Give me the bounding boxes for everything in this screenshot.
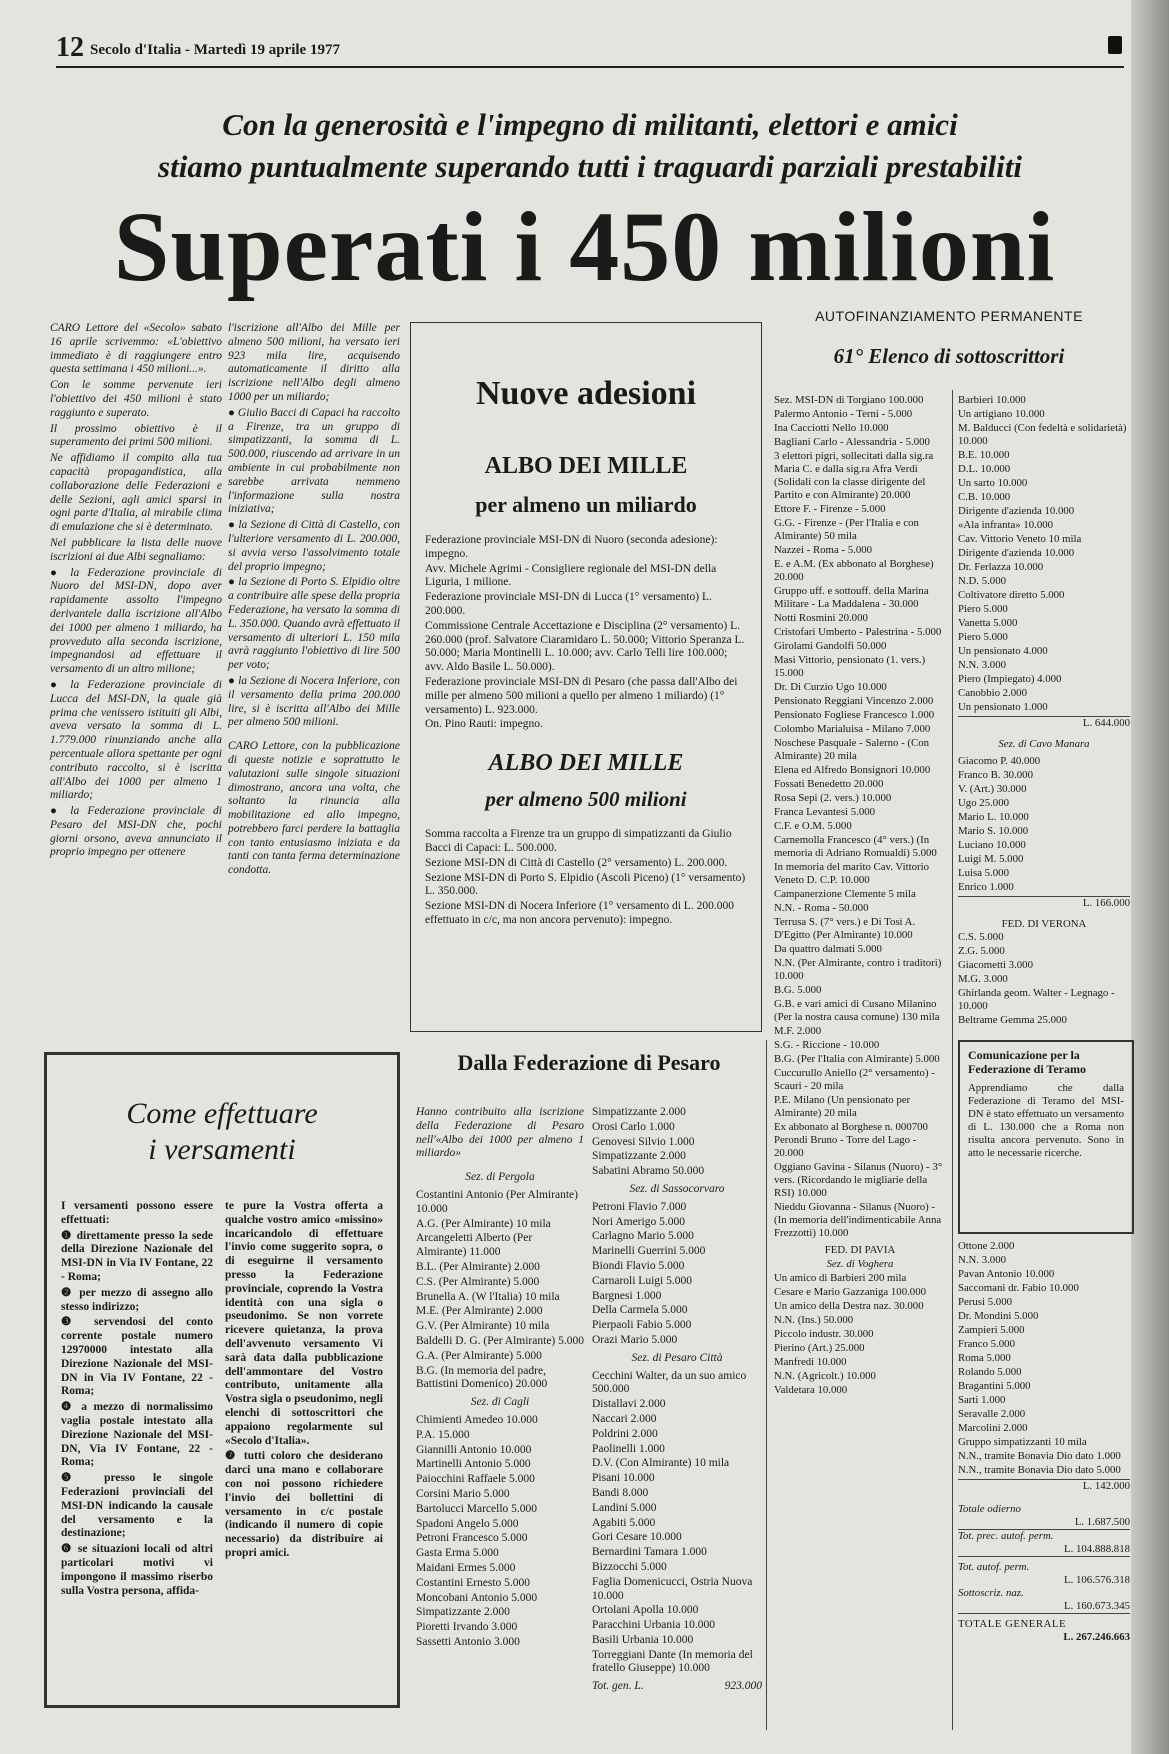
letter-paragraph: ● la Sezione di Città di Castello, con l'ulteriore versamento di L. 200.000, si avvia verso l'assolvimento totale del proprio impegno; bbox=[228, 519, 400, 573]
list-item: Cuccurullo Aniello (2° versamento) - Scauri - 20 mila bbox=[774, 1067, 935, 1092]
list-item: Ettore F. - Firenze - 5.000 bbox=[774, 503, 886, 515]
albo2-subtitle: per almeno 500 milioni bbox=[485, 787, 687, 812]
list-item: Pioretti Irvando 3.000 bbox=[416, 1621, 518, 1634]
list-item: Notti Rosmini 20.000 bbox=[774, 612, 868, 624]
list-item: V. (Art.) 30.000 bbox=[958, 783, 1027, 795]
elenco-column-2 bbox=[958, 394, 1130, 1028]
list-item: Orosi Carlo 1.000 bbox=[592, 1120, 675, 1133]
list-item: G.G. - Firenze - (Per l'Italia e con Almirante) 50 mila bbox=[774, 517, 919, 542]
pesaro-citta-list bbox=[592, 1370, 762, 1677]
list-item: Seravalle 2.000 bbox=[958, 1408, 1026, 1420]
list-item: Da quattro dalmati 5.000 bbox=[774, 943, 882, 955]
grand-totals bbox=[958, 1503, 1130, 1644]
elenco-list-2b bbox=[958, 1240, 1130, 1477]
list-item: On. Pino Rauti: impegno. bbox=[425, 718, 543, 731]
list-item: S.G. - Riccione - 10.000 bbox=[774, 1039, 880, 1051]
list-item: Simpatizzante 2.000 bbox=[592, 1106, 686, 1118]
list-item: Piero (Impiegato) 4.000 bbox=[958, 673, 1062, 685]
list-item: Piccolo industr. 30.000 bbox=[774, 1328, 874, 1340]
list-item: Corsini Mario 5.000 bbox=[416, 1487, 510, 1500]
kicker bbox=[70, 104, 1110, 188]
letter-paragraph: l'iscrizione all'Albo dei Mille per almeno 500 milioni, ha versato ieri 923 mila lire, acquisendo automaticamente il diritto alla iscrizione nell'Albo degli almeno 1000 per un miliardo; bbox=[228, 322, 400, 403]
list-item: Gruppo uff. e sottouff. della Marina Militare - La Maddalena - 30.000 bbox=[774, 585, 929, 610]
list-item: G.V. (Per Almirante) 10 mila bbox=[416, 1320, 550, 1333]
albo2-list bbox=[425, 828, 747, 928]
list-item: Giannilli Antonio 10.000 bbox=[416, 1443, 532, 1456]
versamenti-item: ❻ se situazioni locali od altri particolari motivi vi impongono il massimo riserbo sulla Vostra persona, affida- bbox=[61, 1543, 213, 1597]
list-item: Pierpaoli Fabio 5.000 bbox=[592, 1319, 692, 1332]
list-item: Della Carmela 5.000 bbox=[592, 1304, 688, 1317]
list-item: Campanerzione Clemente 5 mila bbox=[774, 888, 916, 900]
list-item: Pavan Antonio 10.000 bbox=[958, 1268, 1055, 1280]
list-item: Beltrame Gemma 25.000 bbox=[958, 1014, 1067, 1026]
albo1-subtitle: per almeno un miliardo bbox=[475, 492, 697, 517]
versamenti-item: te pure la Vostra offerta a qualche vostro amico «missino» incaricandolo di effettuare l'invio come suggerito sopra, o di eseguirne il versamento presso la Federazione provinciale, coprendo la Vostra identità con una sigla o pseudonimo. Se non vorrete ricevere quietanza, la prova dell'avvenuto versamento Vi sarà data dalla pubblicazione dell'ammontare del Vostro contributo, unitamente alla Vostra sigla o pseudonimo, negli elenchi di sottoscrittori che appaiono regolarmente sul «Secolo d'Italia». bbox=[225, 1200, 383, 1447]
verona-list bbox=[958, 931, 1130, 1027]
total-value: L. 104.888.818 bbox=[958, 1543, 1130, 1557]
list-item: Coltivatore diretto 5.000 bbox=[958, 589, 1065, 601]
list-item: Enrico 1.000 bbox=[958, 881, 1014, 893]
corner-mark bbox=[1108, 36, 1122, 54]
voghera-title: Sez. di Voghera bbox=[826, 1258, 894, 1270]
albo1-list bbox=[425, 534, 747, 732]
teramo-body: Apprendiamo che dalla Federazione di Teramo del MSI-DN è stato effettuato un versamento di L. 130.000 che a Roma non risulta ancora pervenuto. Sono in atto le necessarie ricerche. bbox=[968, 1082, 1125, 1159]
list-item: C.S. (Per Almirante) 5.000 bbox=[416, 1275, 540, 1288]
elenco-list-1 bbox=[774, 394, 946, 1240]
list-item: A.G. (Per Almirante) 10 mila bbox=[416, 1217, 551, 1230]
pesaro-column-1 bbox=[416, 1106, 584, 1651]
list-item: Dr. Mondini 5.000 bbox=[958, 1310, 1039, 1322]
list-item: Bernardini Tamara 1.000 bbox=[592, 1546, 707, 1559]
versamenti-item: ❺ presso le singole Federazioni provinciali del MSI-DN indicando la causale del versamento e la destinazione; bbox=[61, 1472, 213, 1540]
list-item: Paiocchini Raffaele 5.000 bbox=[416, 1473, 535, 1486]
list-item: Agabiti 5.000 bbox=[592, 1516, 656, 1529]
list-item: N.N., tramite Bonavia Dio dato 1.000 bbox=[958, 1450, 1121, 1462]
list-item: Mario L. 10.000 bbox=[958, 811, 1029, 823]
list-item: Poldrini 2.000 bbox=[592, 1427, 658, 1440]
total-value: L. 106.576.318 bbox=[1064, 1574, 1130, 1586]
list-item: P.A. 15.000 bbox=[416, 1428, 470, 1441]
list-item: Un pensionato 4.000 bbox=[958, 645, 1048, 657]
list-item: Carnemolla Francesco (4° vers.) (In memoria di Adriano Romualdi) 5.000 bbox=[774, 834, 937, 859]
list-item: 3 elettori pigri, sollecitati dalla sig.ra Maria C. e dalla sig.ra Afra Verdi (Solidali con la classe dirigente del Partito e con Almirante) 20.000 bbox=[774, 450, 934, 501]
kicker-line-1: Con la generosità e l'impegno di militanti, elettori e amici bbox=[222, 107, 958, 142]
list-item: Un artigiano 10.000 bbox=[958, 408, 1045, 420]
subtotal: L. 644.000 bbox=[958, 716, 1130, 730]
letter-paragraph: ● la Sezione di Nocera Inferiore, con il versamento della prima 200.000 lire, si è iscritta all'Albo dei Mille per almeno 500 milioni. bbox=[228, 674, 400, 729]
pavia-title: FED. DI PAVIA bbox=[824, 1244, 896, 1256]
list-item: Carnaroli Luigi 5.000 bbox=[592, 1274, 692, 1287]
list-item: N.N. (Agricolt.) 10.000 bbox=[774, 1370, 876, 1382]
kicker-line-2: stiamo puntualmente superando tutti i traguardi parziali prestabiliti bbox=[158, 149, 1022, 184]
list-item: M.G. 3.000 bbox=[958, 973, 1008, 985]
pesaro-citta-title: Sez. di Pesaro Città bbox=[631, 1351, 723, 1364]
list-item: Distallavi 2.000 bbox=[592, 1398, 666, 1411]
list-item: Paolinelli 1.000 bbox=[592, 1442, 665, 1455]
list-item: Mario S. 10.000 bbox=[958, 825, 1029, 837]
list-item: N.N., tramite Bonavia Dio dato 5.000 bbox=[958, 1464, 1121, 1476]
versamenti-item: ❼ tutti coloro che desiderano darci una mano e collaborare con noi possono richiedere l'invio dei bollettini di versamento in c/c postale (indicando il numero di copie necessario) da distribuire ai propri amici. bbox=[225, 1450, 383, 1559]
list-item: Gruppo simpatizzanti 10 mila bbox=[958, 1436, 1087, 1448]
letter-paragraph: Con le somme pervenute ieri l'obiettivo dei 450 milioni è stato raggiunto e superato. bbox=[50, 379, 222, 419]
list-item: Gori Cesare 10.000 bbox=[592, 1531, 682, 1544]
list-item: G.B. e vari amici di Cusano Milanino (Per la nostra causa comune) 130 mila bbox=[774, 998, 940, 1023]
list-item: Ottone 2.000 bbox=[958, 1240, 1015, 1252]
list-item: Piero 5.000 bbox=[958, 631, 1008, 643]
list-item: Perusi 5.000 bbox=[958, 1296, 1012, 1308]
list-item: Un amico della Destra naz. 30.000 bbox=[774, 1300, 924, 1312]
cagli-list bbox=[416, 1414, 584, 1650]
list-item: Naccari 2.000 bbox=[592, 1412, 657, 1425]
list-item: Franca Levantesi 5.000 bbox=[774, 806, 876, 818]
list-item: Simpatizzante 2.000 bbox=[592, 1150, 686, 1163]
list-item: Dirigente d'azienda 10.000 bbox=[958, 505, 1075, 517]
list-item: M.F. 2.000 bbox=[774, 1025, 822, 1037]
list-item: Girolami Gandolfi 50.000 bbox=[774, 640, 887, 652]
list-item: Sassetti Antonio 3.000 bbox=[416, 1635, 520, 1648]
teramo-title: Comunicazione per la Federazione di Teramo bbox=[968, 1048, 1086, 1076]
list-item: Chimienti Amedeo 10.000 bbox=[416, 1413, 538, 1426]
letter-paragraph: ● la Federazione provinciale di Pesaro del MSI-DN che, pochi giorni orsono, aveva annunciato il proprio impegno per ottenere bbox=[50, 805, 222, 859]
total-value: L. 160.673.345 bbox=[958, 1600, 1130, 1614]
list-item: B.G. 5.000 bbox=[774, 984, 822, 996]
letter-paragraph: CARO Lettore, con la pubblicazione di queste notizie e soprattutto le valutazioni sulle singole situazioni dimostrano, ancora una volta, che soltanto la rinuncia alla mobilitazione ed allo impegno, potrebbero farci perdere la battaglia con tanto entusiasmo iniziata e da tanti con tanta ferma determinazione condotta. bbox=[228, 740, 400, 877]
list-item: Bragantini 5.000 bbox=[958, 1380, 1031, 1392]
list-item: C.S. 5.000 bbox=[958, 931, 1004, 943]
sassocorvaro-list bbox=[592, 1201, 762, 1348]
list-item: Zampieri 5.000 bbox=[958, 1324, 1025, 1336]
list-item: N.N. 3.000 bbox=[958, 659, 1006, 671]
list-item: Ex abbonato al Borghese n. 000700 Perondi Bruno - Torre del Lago - 20.000 bbox=[774, 1121, 928, 1159]
list-item: Barbieri 10.000 bbox=[958, 394, 1026, 406]
column-rule bbox=[766, 1040, 767, 1730]
list-item: Un pensionato 1.000 bbox=[958, 701, 1048, 713]
list-item: C.F. e O.M. 5.000 bbox=[774, 820, 852, 832]
list-item: Manfredi 10.000 bbox=[774, 1356, 847, 1368]
versamenti-right-column bbox=[225, 1200, 383, 1563]
list-item: Cristofari Umberto - Palestrina - 5.000 bbox=[774, 626, 942, 638]
list-item: B.G. (In memoria del padre, Battistini Domenico) 20.000 bbox=[416, 1364, 548, 1391]
list-item: Paracchini Urbania 10.000 bbox=[592, 1619, 715, 1632]
list-item: D.V. (Con Almirante) 10 mila bbox=[592, 1457, 730, 1470]
cagli-title: Sez. di Cagli bbox=[470, 1396, 530, 1409]
versamenti-item: I versamenti possono essere effettuati: bbox=[61, 1200, 213, 1226]
page-number: 12 bbox=[56, 32, 84, 63]
list-item: Dr. Di Curzio Ugo 10.000 bbox=[774, 681, 887, 693]
list-item: Cav. Vittorio Veneto 10 mila bbox=[958, 533, 1082, 545]
list-item: Somma raccolta a Firenze tra un gruppo di simpatizzanti da Giulio Bacci di Capaci: L. 500.000. bbox=[425, 828, 732, 854]
verona-title: FED. DI VERONA bbox=[1001, 918, 1087, 930]
page-header bbox=[56, 28, 1124, 68]
list-item: Luigi M. 5.000 bbox=[958, 853, 1024, 865]
list-item: Pensionato Fogliese Francesco 1.000 bbox=[774, 709, 935, 721]
list-item: Luisa 5.000 bbox=[958, 867, 1009, 879]
list-item: Dr. Ferlazza 10.000 bbox=[958, 561, 1044, 573]
list-item: Colombo Marialuisa - Milano 7.000 bbox=[774, 723, 931, 735]
versamenti-box bbox=[44, 1052, 400, 1708]
list-item: Pensionato Reggiani Vincenzo 2.000 bbox=[774, 695, 934, 707]
list-item: Z.G. 5.000 bbox=[958, 945, 1005, 957]
list-item: Genovesi Silvio 1.000 bbox=[592, 1135, 695, 1148]
list-item: Luciano 10.000 bbox=[958, 839, 1026, 851]
list-item: M.E. (Per Almirante) 2.000 bbox=[416, 1305, 543, 1318]
list-item: Oggiano Gavina - Silanus (Nuoro) - 3° vers. (Ricordando le migliarie della RSI) 10.000 bbox=[774, 1161, 943, 1199]
list-item: Sarti 1.000 bbox=[958, 1394, 1006, 1406]
pesaro-title: Dalla Federazione di Pesaro bbox=[457, 1050, 721, 1075]
list-item: Martinelli Antonio 5.000 bbox=[416, 1458, 531, 1471]
list-item: Brunella A. (W l'Italia) 10 mila bbox=[416, 1290, 560, 1303]
list-item: C.B. 10.000 bbox=[958, 491, 1011, 503]
list-item: Faglia Domenicucci, Ostria Nuova 10.000 bbox=[592, 1575, 753, 1602]
list-item: P.E. Milano (Un pensionato per Almirante) 20 mila bbox=[774, 1094, 911, 1119]
list-item: Ina Cacciotti Nello 10.000 bbox=[774, 422, 889, 434]
list-item: Moncobani Antonio 5.000 bbox=[416, 1591, 538, 1604]
headline: Superati i 450 milioni bbox=[113, 191, 1056, 302]
list-item: Franco 5.000 bbox=[958, 1338, 1015, 1350]
list-item: Sezione MSI-DN di Nocera Inferiore (1° versamento di L. 200.000 effettuato in c/c, ma non ancora pervenuto): impegno. bbox=[425, 900, 734, 926]
versamenti-item: ❸ servendosi del conto corrente postale numero 12970000 intestato alla Direzione Nazionale del MSI-DN in Via IV Fontane, 22 - Roma; bbox=[61, 1316, 213, 1398]
list-item: Masi Vittorio, pensionato (1. vers.) 15.000 bbox=[774, 654, 926, 679]
list-item: N.D. 5.000 bbox=[958, 575, 1006, 587]
list-item: Torreggiani Dante (In memoria del fratello Giuseppe) 10.000 bbox=[592, 1648, 753, 1675]
list-item: Basili Urbania 10.000 bbox=[592, 1633, 694, 1646]
pesaro-intro: Hanno contribuito alla iscrizione della Federazione di Pesaro nell'«Albo dei 1000 per almeno 1 miliardo» bbox=[416, 1106, 584, 1160]
cavo-manara-title: Sez. di Cavo Manara bbox=[998, 738, 1090, 750]
list-item: Sezione MSI-DN di Porto S. Elpidio (Ascoli Piceno) (1° versamento) L. 350.000. bbox=[425, 871, 746, 898]
list-item: Un amico di Barbieri 200 mila bbox=[774, 1272, 907, 1284]
column-rule bbox=[952, 390, 953, 1730]
dateline: Secolo d'Italia - Martedì 19 aprile 1977 bbox=[90, 42, 340, 58]
list-item: Franco B. 30.000 bbox=[958, 769, 1033, 781]
list-item: G.A. (Per Almirante) 5.000 bbox=[416, 1349, 542, 1362]
list-item: Ghirlanda geom. Walter - Legnago - 10.000 bbox=[958, 987, 1115, 1012]
list-item: Rolando 5.000 bbox=[958, 1366, 1022, 1378]
list-item: Nazzei - Roma - 5.000 bbox=[774, 544, 873, 556]
versamenti-item: ❹ a mezzo di normalissimo vaglia postale intestato alla Direzione Nazionale del MSI-DN, Via IV Fontane, 22 - Roma; bbox=[61, 1401, 213, 1469]
list-item: Nieddu Giovanna - Silanus (Nuoro) - (In memoria dell'indimenticabile Anna Frezzotti) 10.000 bbox=[774, 1201, 942, 1239]
list-item: Arcangeletti Alberto (Per Almirante) 11.000 bbox=[416, 1232, 533, 1259]
list-item: B.G. (Per l'Italia con Almirante) 5.000 bbox=[774, 1053, 940, 1065]
letter-paragraph: ● Giulio Bacci di Capaci ha raccolto a Firenze, tra un gruppo di simpatizzanti, la somma di L. 500.000, riuscendo ad arrivare in un ambiente in cui probabilmente non sarebbe arrivata nemmeno l'informazione sulla nostra iniziativa; bbox=[228, 406, 400, 516]
list-item: Noschese Pasquale - Salerno - (Con Almirante) 20 mila bbox=[774, 737, 930, 762]
list-item: Bizzocchi 5.000 bbox=[592, 1560, 667, 1573]
cavo-manara-list bbox=[958, 755, 1130, 894]
adesioni-title: Nuove adesioni bbox=[475, 375, 697, 412]
total-label: Tot. prec. autof. perm. bbox=[958, 1530, 1054, 1542]
list-item: Bartolucci Marcello 5.000 bbox=[416, 1502, 538, 1515]
list-item: «Ala infranta» 10.000 bbox=[958, 519, 1054, 531]
total-label: Tot. autof. perm. bbox=[958, 1561, 1030, 1573]
list-item: Giacometti 3.000 bbox=[958, 959, 1033, 971]
versamenti-item: ❷ per mezzo di assegno allo stesso indirizzo; bbox=[61, 1286, 213, 1313]
teramo-box bbox=[958, 1040, 1134, 1234]
elenco-title: 61° Elenco di sottoscrittori bbox=[833, 344, 1065, 368]
list-item: Terrusa S. (7° vers.) e Di Tosi A. D'Egitto (Per Almirante) 10.000 bbox=[774, 916, 916, 941]
list-item: B.E. 10.000 bbox=[958, 449, 1010, 461]
list-item: N.N. (Per Almirante, contro i traditori) 10.000 bbox=[774, 957, 942, 982]
letter-paragraph: Il prossimo obiettivo è il superamento dei primi 500 milioni. bbox=[50, 422, 222, 449]
list-item: Nori Amerigo 5.000 bbox=[592, 1215, 685, 1228]
pavia-list bbox=[774, 1272, 946, 1397]
list-item: Cecchini Walter, da un suo amico 500.000 bbox=[592, 1369, 747, 1396]
list-item: In memoria del marito Cav. Vittorio Veneto D. C.P. 10.000 bbox=[774, 861, 929, 886]
list-item: Costantini Antonio (Per Almirante) 10.000 bbox=[416, 1188, 578, 1215]
list-item: Roma 5.000 bbox=[958, 1352, 1011, 1364]
letter-paragraph: Ne affidiamo il compito alla tua capacità propagandistica, alla collaborazione delle Federazioni e delle Sezioni, agli amici sparsi in ogni parte d'Italia, al mirabile clima di emulazione che si è determinato. bbox=[50, 452, 222, 534]
list-item: Fossati Benedetto 20.000 bbox=[774, 778, 884, 790]
nuove-adesioni-box bbox=[410, 322, 762, 1032]
list-item: Carlagno Mario 5.000 bbox=[592, 1230, 694, 1243]
total-label: Sottoscriz. naz. bbox=[958, 1587, 1024, 1599]
list-item: Ortolani Apolla 10.000 bbox=[592, 1604, 699, 1617]
pergola-title: Sez. di Pergola bbox=[465, 1171, 535, 1184]
list-item: Palermo Antonio - Terni - 5.000 bbox=[774, 408, 913, 420]
letter-paragraph: ● la Sezione di Porto S. Elpidio oltre a contribuire alle spese della propria Federazione, ha versato la somma di L. 350.000. Quando avrà effettuato il versamento di ulteriori L. 150 mila avrà raggiunto l'obiettivo di lire 500 per voto; bbox=[228, 576, 400, 672]
pesaro-section bbox=[416, 1050, 762, 1076]
list-item: E. e A.M. (Ex abbonato al Borghese) 20.000 bbox=[774, 558, 934, 583]
list-item: Giacomo P. 40.000 bbox=[958, 755, 1041, 767]
list-item: Sez. MSI-DN di Torgiano 100.000 bbox=[774, 394, 924, 406]
versamenti-item: ❶ direttamente presso la sede della Direzione Nazionale del MSI-DN in Via IV Fontane, 22 - Roma; bbox=[61, 1229, 213, 1283]
letter-paragraph: Nel pubblicare la lista delle nuove iscrizioni ai due Albi segnaliamo: bbox=[50, 536, 222, 563]
pergola-list bbox=[416, 1189, 584, 1392]
list-item: M. Balducci (Con fedeltà e solidarietà) 10.000 bbox=[958, 422, 1127, 447]
list-item: Vanetta 5.000 bbox=[958, 617, 1018, 629]
list-item: Spadoni Angelo 5.000 bbox=[416, 1517, 519, 1530]
pesaro-total-label: Tot. gen. L. bbox=[592, 1680, 644, 1693]
list-item: Piero 5.000 bbox=[958, 603, 1008, 615]
list-item: Un sarto 10.000 bbox=[958, 477, 1028, 489]
subtotal: L. 142.000 bbox=[958, 1479, 1130, 1493]
grand-total-label: TOTALE GENERALE bbox=[958, 1618, 1067, 1630]
list-item: Biondi Flavio 5.000 bbox=[592, 1259, 685, 1272]
letter-column-1 bbox=[50, 322, 222, 862]
list-item: Ugo 25.000 bbox=[958, 797, 1009, 809]
pesaro-total bbox=[592, 1680, 762, 1694]
elenco-list-2 bbox=[958, 394, 1130, 714]
elenco-column-1 bbox=[774, 394, 946, 1398]
list-item: Pisani 10.000 bbox=[592, 1472, 655, 1485]
list-item: Federazione provinciale MSI-DN di Pesaro (che passa dall'Albo dei mille per almeno 500 milioni a quello per almeno 1 miliardo) (1° versamento) L. 923.000. bbox=[425, 675, 738, 716]
list-item: Maidani Ermes 5.000 bbox=[416, 1561, 516, 1574]
list-item: Pierino (Art.) 25.000 bbox=[774, 1342, 865, 1354]
list-item: B.L. (Per Almirante) 2.000 bbox=[416, 1260, 540, 1273]
list-item: N.N. (Ins.) 50.000 bbox=[774, 1314, 854, 1326]
pesaro-total-value: 923.000 bbox=[724, 1680, 762, 1693]
list-item: Commissione Centrale Accettazione e Disciplina (2° versamento) L. 260.000 (prof. Salvatore Ciaramidaro L. 50.000; Vittorio Speranza L. 50.000; Maria Montinelli L. 10.000; avv. Carlo Telli lire 100.000; avv. Aldo Basile L. 50.000). bbox=[425, 619, 745, 674]
list-item: N.N. - Roma - 50.000 bbox=[774, 902, 869, 914]
total-value: L. 1.687.500 bbox=[958, 1516, 1130, 1530]
elenco-section bbox=[776, 308, 1122, 369]
list-item: Petroni Francesco 5.000 bbox=[416, 1532, 528, 1545]
list-item: Federazione provinciale MSI-DN di Lucca (1° versamento) L. 200.000. bbox=[425, 591, 712, 617]
letter-column-2 bbox=[228, 322, 400, 880]
list-item: Sezione MSI-DN di Città di Castello (2° versamento) L. 200.000. bbox=[425, 856, 728, 869]
versamenti-title-2: i versamenti bbox=[148, 1133, 296, 1166]
list-item: Federazione provinciale MSI-DN di Nuoro (seconda adesione): impegno. bbox=[425, 534, 718, 560]
pesaro-top-list bbox=[592, 1106, 762, 1179]
list-item: Simpatizzante 2.000 bbox=[416, 1606, 510, 1619]
list-item: Cesare e Mario Gazzaniga 100.000 bbox=[774, 1286, 926, 1298]
list-item: Elena ed Alfredo Bonsignori 10.000 bbox=[774, 764, 931, 776]
subtotal: L. 166.000 bbox=[958, 896, 1130, 910]
list-item: Rosa Sepi (2. vers.) 10.000 bbox=[774, 792, 892, 804]
list-item: Bargnesi 1.000 bbox=[592, 1289, 662, 1302]
sassocorvaro-title: Sez. di Sassocorvaro bbox=[629, 1182, 725, 1195]
grand-total-value: L. 267.246.663 bbox=[1063, 1631, 1130, 1643]
elenco-column-2b bbox=[958, 1240, 1130, 1644]
total-label: Totale odierno bbox=[958, 1503, 1021, 1515]
versamenti-title-1: Come effettuare bbox=[126, 1097, 318, 1130]
versamenti-left-column bbox=[61, 1200, 213, 1600]
list-item: D.L. 10.000 bbox=[958, 463, 1011, 475]
list-item: Canobbio 2.000 bbox=[958, 687, 1027, 699]
list-item: Orazi Mario 5.000 bbox=[592, 1333, 678, 1346]
albo1-title: ALBO DEI MILLE bbox=[484, 453, 688, 479]
list-item: Saccomani dr. Fabio 10.000 bbox=[958, 1282, 1079, 1294]
letter-paragraph: CARO Lettore del «Secolo» sabato 16 aprile scrivemmo: «L'obiettivo immediato è di raggiungere entro questa settimana i 450 milioni...». bbox=[50, 322, 222, 376]
list-item: Landini 5.000 bbox=[592, 1501, 657, 1514]
list-item: Bandi 8.000 bbox=[592, 1486, 649, 1499]
pesaro-column-2 bbox=[592, 1106, 762, 1694]
list-item: Avv. Michele Agrimi - Consigliere regionale del MSI-DN della Liguria, 1 milione. bbox=[425, 562, 717, 589]
list-item: N.N. 3.000 bbox=[958, 1254, 1006, 1266]
list-item: Dirigente d'azienda 10.000 bbox=[958, 547, 1075, 559]
albo2-title: ALBO DEI MILLE bbox=[488, 750, 684, 777]
list-item: Valdetara 10.000 bbox=[774, 1384, 848, 1396]
list-item: Costantini Ernesto 5.000 bbox=[416, 1576, 531, 1589]
elenco-kicker: AUTOFINANZIAMENTO PERMANENTE bbox=[815, 308, 1083, 324]
list-item: Marcolini 2.000 bbox=[958, 1422, 1028, 1434]
letter-paragraph: ● la Federazione provinciale di Lucca del MSI-DN, la quale già prima che venissero istituiti gli Albi, aveva versato la somma di L. 1.779.000 rinunziando anche alla percentuale allora spettante per ogni contributo raccolto, si è iscritta all'Albo dei 1000 per almeno 1 miliardo; bbox=[50, 678, 222, 802]
list-item: Sabatini Abramo 50.000 bbox=[592, 1165, 705, 1178]
list-item: Marinelli Guerrini 5.000 bbox=[592, 1245, 706, 1258]
list-item: Gasta Erma 5.000 bbox=[416, 1547, 499, 1560]
list-item: Baldelli D. G. (Per Almirante) 5.000 bbox=[416, 1334, 584, 1347]
list-item: Petroni Flavio 7.000 bbox=[592, 1200, 687, 1213]
list-item: Bagliani Carlo - Alessandria - 5.000 bbox=[774, 436, 930, 448]
letter-paragraph: ● la Federazione provinciale di Nuoro del MSI-DN, dopo aver rapidamente assolto l'impegno derivantele dalla iscrizione all'Albo dei 1000 per almeno 1 miliardo, ha provveduto alla seconda iscrizione, impegnandosi ad effettuare il versamento di un altro milione; bbox=[50, 566, 222, 676]
